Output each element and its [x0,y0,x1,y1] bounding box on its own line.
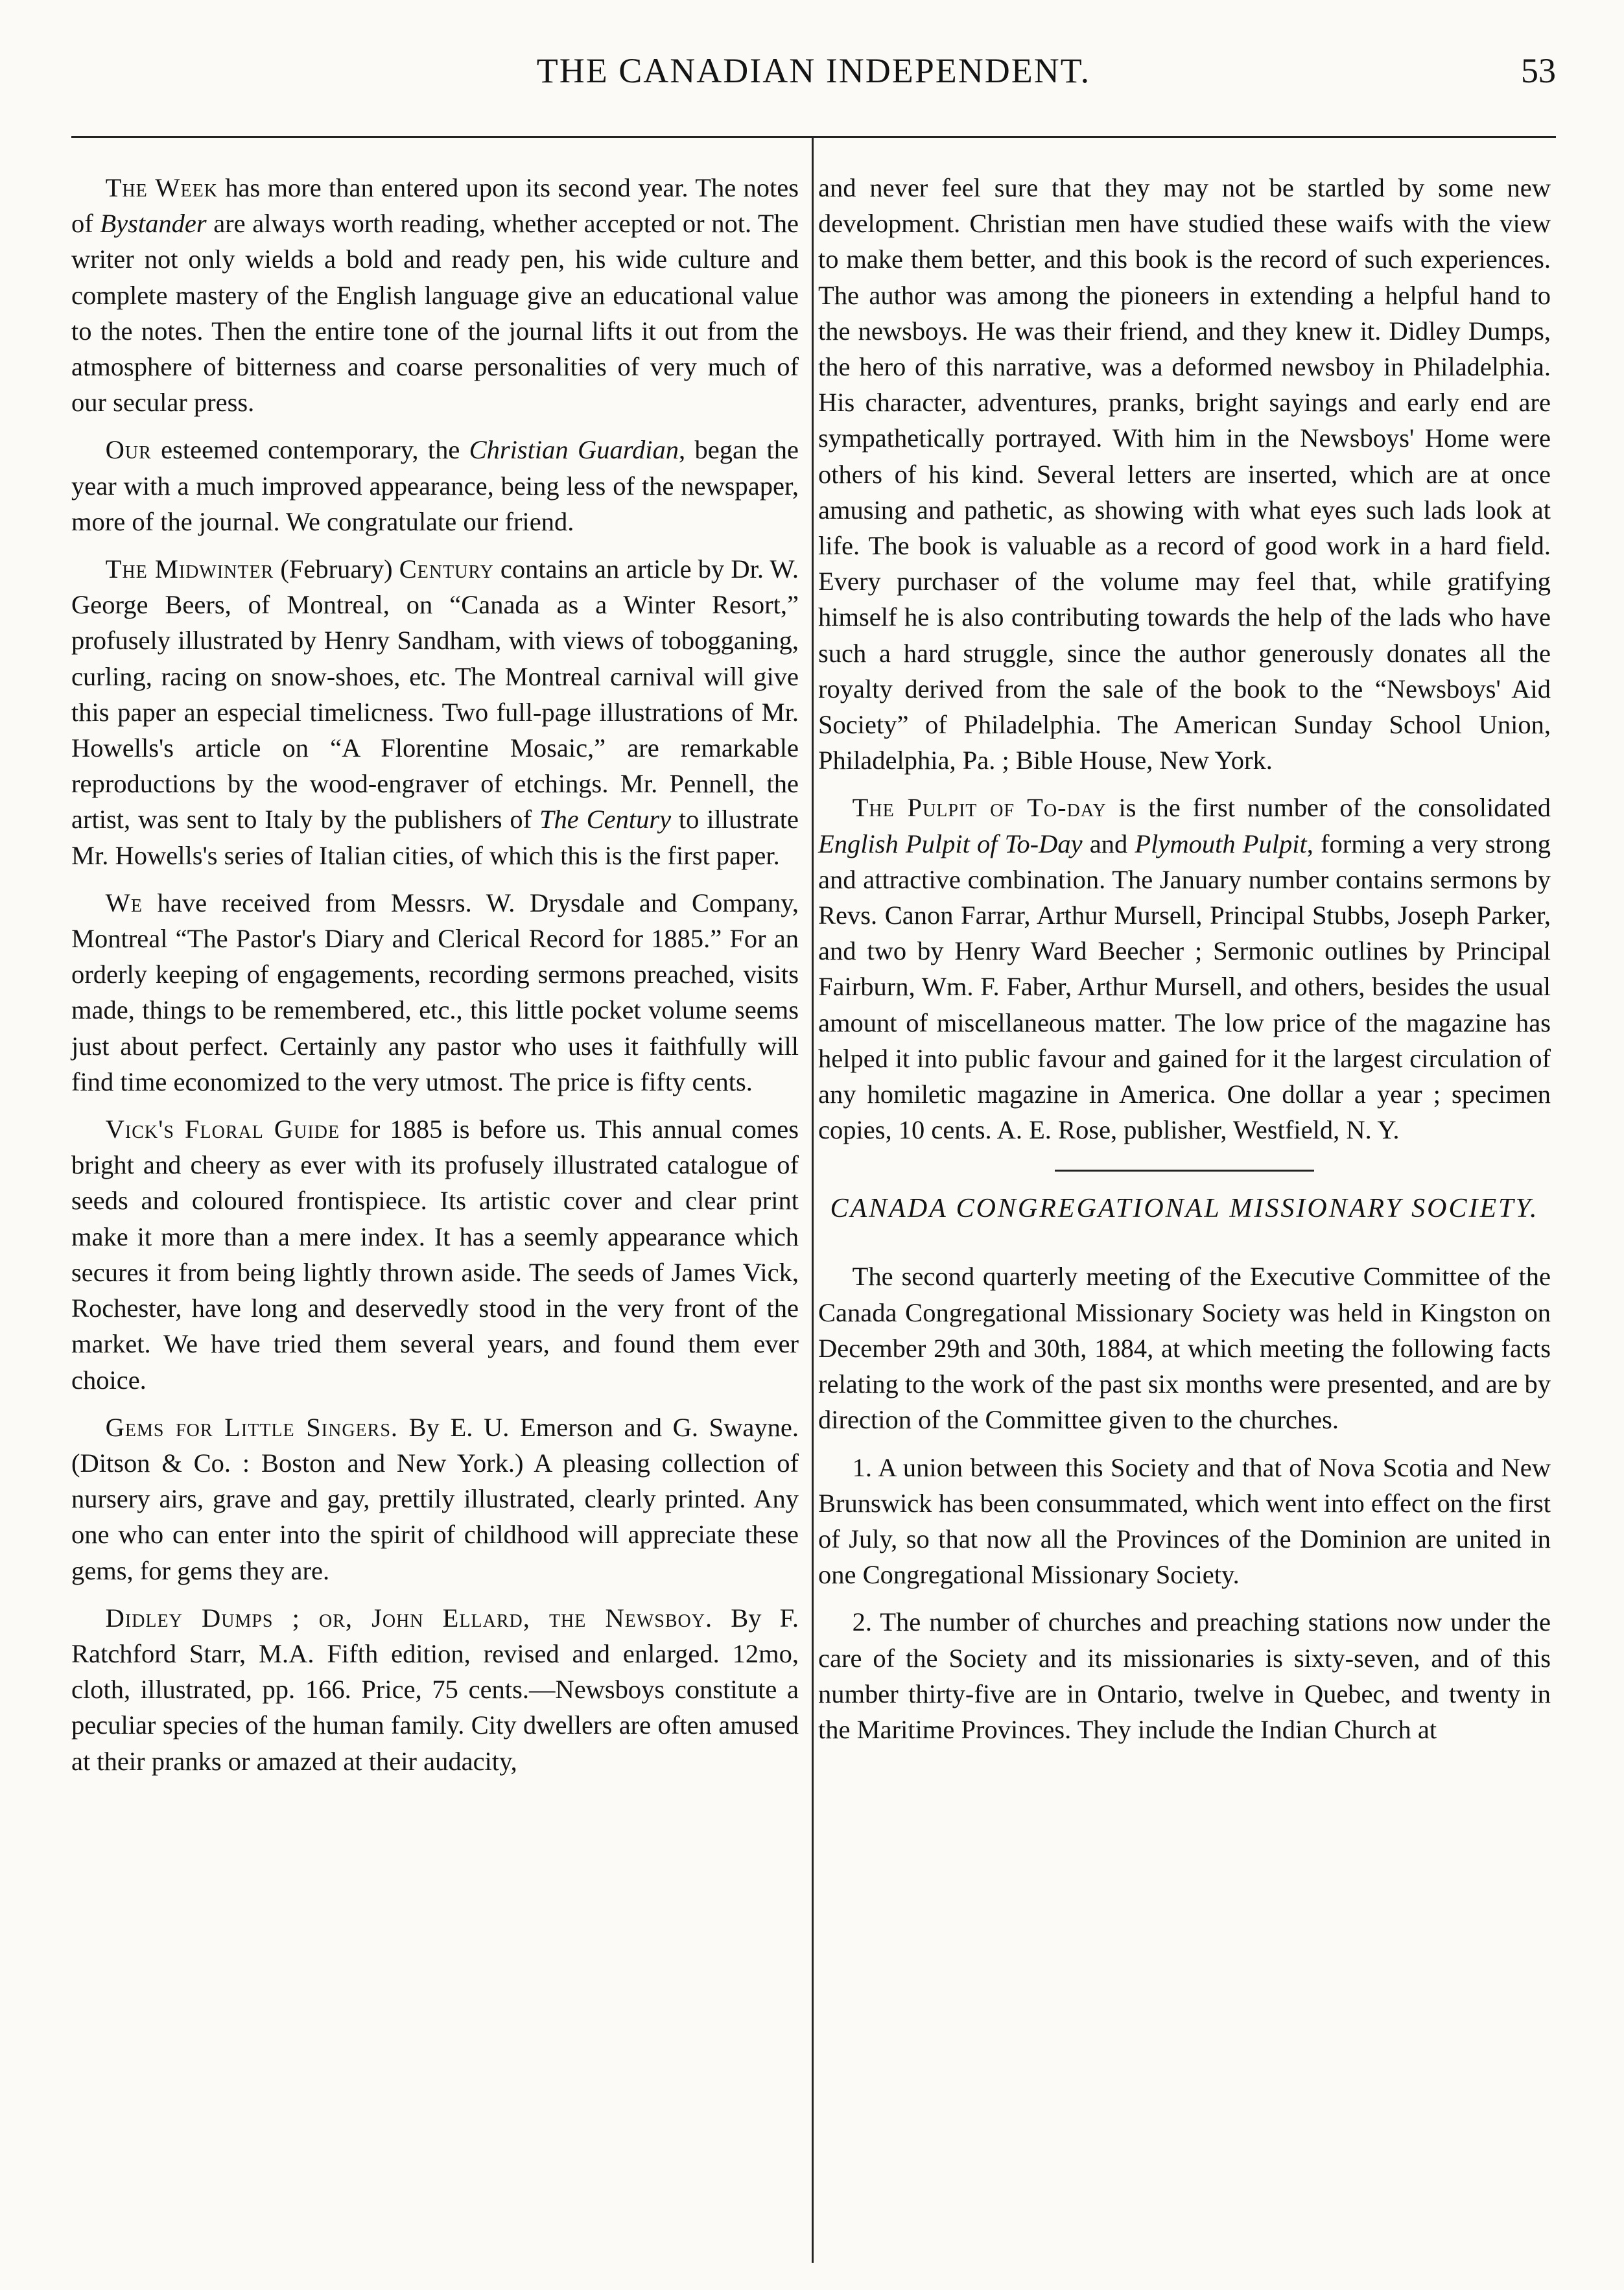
page-header [71,51,1556,109]
paragraph-gems-little-singers: Gems for Little Singers. By E. U. Emerson and G. Swayne. (Ditson & Co. : Boston and New York.) A pleasing collection of nursery airs, grave and gay, prettily illustrated, clearly printed. Any one who can enter into the spirit of childhood will appreciate these gems, for gems they are. [71,1412,799,1585]
paragraph-didley-dumps: Didley Dumps ; or, John Ellard, the Newsboy. By F. Ratchford Starr, M.A. Fifth edition, revised and enlarged. 12mo, cloth, illustrated, pp. 166. Price, 75 cents.—Newsboys constitute a peculiar species of the human family. City dwellers are often amused at their pranks or amazed at their audacity, [71,1603,799,1776]
section-title: CANADA CONGREGATIONAL MISSIONARY SOCIETY. [830,1194,1539,1224]
paragraph-quarterly-meeting: The second quarterly meeting of the Executive Committee of the Canada Congregational Missionary Society was held in Kingston on December 29th and 30th, 1884, at which meeting the following facts relating to the work of the past six months were presented, and are by direction of the Committee given to the churches. [818,1262,1551,1435]
right-column [818,170,1551,1759]
paragraph-pulpit-of-today: The Pulpit of To-day is the first number of the consolidated English Pulpit of To-Day and Plymouth Pulpit, forming a very strong and attractive combination. The January number contains sermons by Revs. Canon Farrar, Arthur Mursell, Principal Stubbs, Joseph Parker, and two by Henry Ward Beecher ; Sermonic outlines by Principal Fairburn, Wm. F. Faber, Arthur Mursell, and others, besides the usual amount of miscellaneous matter. The low price of the magazine has helped it into public favour and gained for it the largest circulation of any homiletic magazine in America. One dollar a year ; specimen copies, 10 cents. A. E. Rose, publisher, Westfield, N. Y. [818,793,1551,1145]
column-divider [812,136,814,2263]
left-column [71,170,799,1791]
header-rule [71,136,1556,138]
paragraph-midwinter-century: The Midwinter (February) Century contains an article by Dr. W. George Beers, of Montreal, on “Canada as a Winter Resort,” profusely illustrated by Henry Sandham, with views of tobogganing, curling, racing on snow-shoes, etc. The Montreal carnival will give this paper an especial timelicness. Two full-page illustrations of Mr. Howells's article on “A Florentine Mosaic,” are remarkable reproductions by the wood-engraver of etchings. Mr. Pennell, the artist, was sent to Italy by the publishers of The Century to illustrate Mr. Howells's series of Italian cities, of which this is the first paper. [71,554,799,870]
paragraph-vicks-floral-guide: Vick's Floral Guide for 1885 is before us. This annual comes bright and cheery as ever with its profusely illustrated catalogue of seeds and coloured frontispiece. Its artistic cover and clear print make it more than a mere index. It has a seemly appearance which secures it from being lightly thrown aside. The seeds of James Vick, Rochester, have long and deservedly stood in the very front of the market. We have tried them several years, and found them ever choice. [71,1115,799,1395]
paragraph-item-1-union: 1. A union between this Society and that of Nova Scotia and New Brunswick has been consummated, which went into effect on the first of July, so that now all the Provinces of the Dominion are united in one Congregational Missionary Society. [818,1452,1551,1590]
paragraph-pastors-diary: We have received from Messrs. W. Drysdale and Company, Montreal “The Pastor's Diary and Clerical Record for 1885.” For an orderly keeping of engagements, recording sermons preached, visits made, things to be remembered, etc., this little pocket volume seems just about perfect. Certainly any pastor who uses it faithfully will find time economized to the very utmost. The price is fifty cents. [71,888,799,1096]
page-number: 53 [1521,51,1556,90]
paragraph-didley-dumps-continued: and never feel sure that they may not be startled by some new development. Christian men have studied these waifs with the view to make them better, and this book is the record of such experiences. The author was among the pioneers in extending a helpful hand to the newsboys. He was their friend, and they knew it. Didley Dumps, the hero of this narrative, was a deformed newsboy in Philadelphia. His character, adventures, pranks, bright sayings and early end are sympathetically portrayed. With him in the Newsboys' Home were others of his kind. Several letters are inserted, which are at once amusing and pathetic, as showing with what eyes such lads look at life. The book is valuable as a record of good work in a hard field. Every purchaser of the volume may feel that, while gratifying himself he is also contributing towards the help of the lads who have such a hard struggle, since the author generously donates all the royalty derived from the sale of the book to the “Newsboys' Aid Society” of Philadelphia. The American Sunday School Union, Philadelphia, Pa. ; Bible House, New York. [818,173,1551,775]
paragraph-the-week: The Week has more than entered upon its second year. The notes of Bystander are always worth reading, whether accepted or not. The writer not only wields a bold and ready pen, his wide culture and complete mastery of the English language give an educational value to the notes. Then the entire tone of the journal lifts it out from the atmosphere of bitterness and coarse personalities of very much of our secular press. [71,173,799,418]
running-title: THE CANADIAN INDEPENDENT. [536,51,1091,90]
paragraph-item-2-churches: 2. The number of churches and preaching stations now under the care of the Society and its missionaries is sixty-seven, and of this number thirty-five are in Ontario, twelve in Quebec, and twenty in the Maritime Provinces. They include the Indian Church at [818,1607,1551,1744]
section-rule [1055,1170,1314,1172]
paragraph-christian-guardian: Our esteemed contemporary, the Christian Guardian, began the year with a much improved appearance, being less of the newspaper, more of the journal. We congratulate our friend. [71,435,799,536]
